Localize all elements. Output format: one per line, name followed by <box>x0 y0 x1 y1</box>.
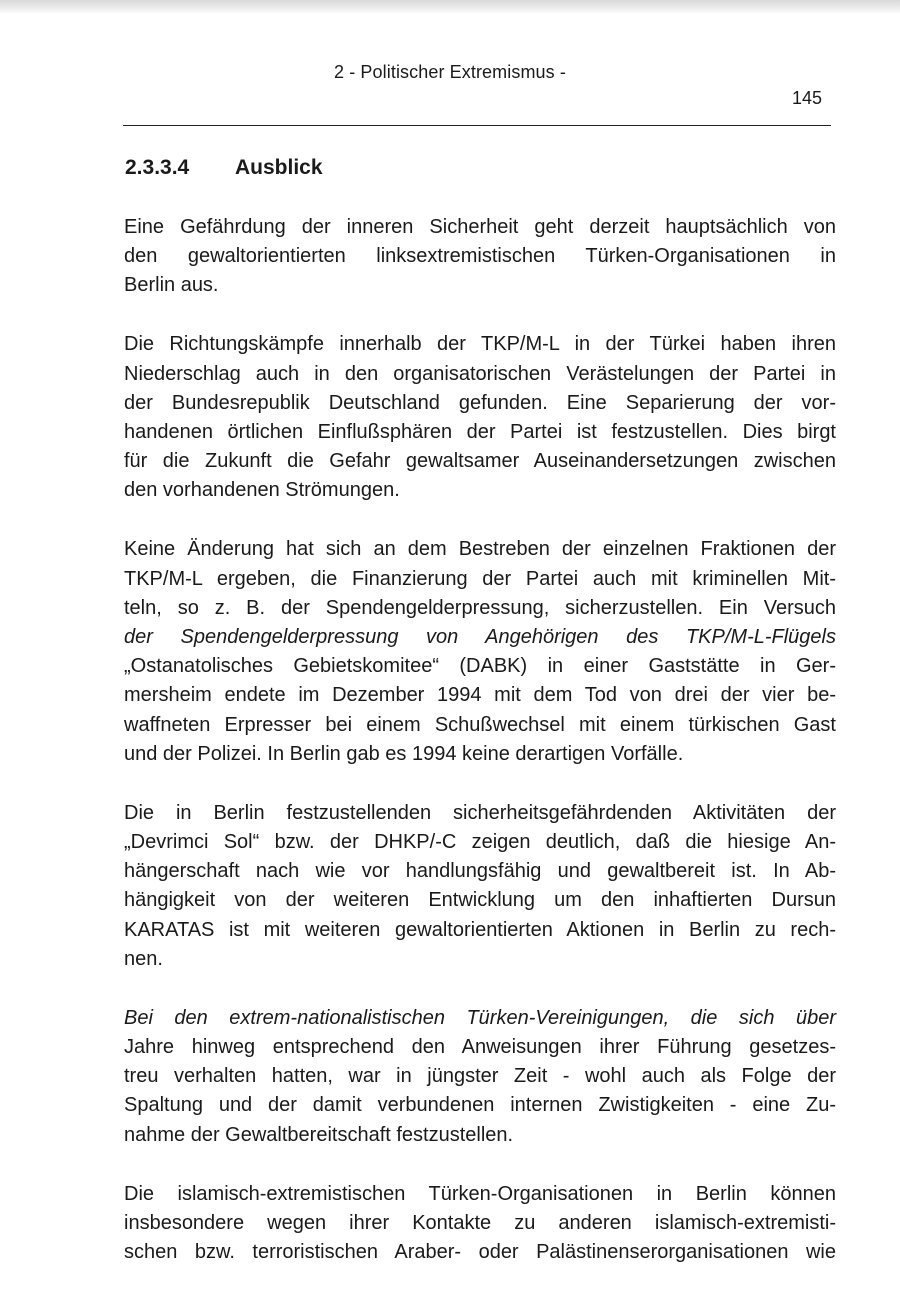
text-line: insbesondere wegen ihrer Kontakte zu anderen islamisch-extremisti- <box>124 1211 836 1234</box>
section-number: 2.3.3.4 <box>125 156 190 179</box>
section-heading <box>125 156 323 180</box>
text-line: Bei den extrem-nationalistischen Türken-Vereinigungen, die sich über <box>124 1006 836 1029</box>
text-line: Die islamisch-extremistischen Türken-Organisationen in Berlin können <box>124 1182 836 1205</box>
text-line: Jahre hinweg entsprechend den Anweisungen ihrer Führung gesetzes- <box>124 1036 836 1059</box>
body-text <box>124 213 836 1297</box>
text-line: Spaltung und der damit verbundenen internen Zwistigkeiten - eine Zu- <box>124 1094 836 1117</box>
text-line: handenen örtlichen Einflußsphären der Partei ist festzustellen. Dies birgt <box>124 421 836 444</box>
page-number: 145 <box>792 88 823 108</box>
paragraph-islamist <box>124 1180 836 1268</box>
text-line: den gewaltorientierten linksextremistischen Türken-Organisationen in <box>124 245 836 268</box>
text-line: Berlin aus. <box>124 274 219 297</box>
text-line: mersheim endete im Dezember 1994 mit dem Tod von drei der vier be- <box>124 684 836 707</box>
text-line: waffneten Erpresser bei einem Schußwechsel mit einem türkischen Gast <box>124 713 836 736</box>
text-line: Eine Gefährdung der inneren Sicherheit geht derzeit hauptsächlich von <box>124 216 836 238</box>
text-line: der Spendengelderpressung von Angehörigen des TKP/M-L-Flügels <box>124 626 836 649</box>
text-line: teln, so z. B. der Spendengelderpressung, sicherzustellen. Ein Versuch <box>124 596 836 619</box>
text-line: schen bzw. terroristischen Araber- oder Palästinenserorganisationen wie <box>124 1241 836 1264</box>
text-line: „Ostanatolisches Gebietskomitee“ (DABK) in einer Gaststätte in Ger- <box>124 655 836 678</box>
text-line: TKP/M-L ergeben, die Finanzierung der Partei auch mit kriminellen Mit- <box>124 567 836 590</box>
text-line: Keine Änderung hat sich an dem Bestreben der einzelnen Fraktionen der <box>124 538 836 561</box>
section-title: Ausblick <box>235 156 323 179</box>
paragraph-outlook-intro <box>124 213 836 301</box>
text-line: nahme der Gewaltbereitschaft festzustellen. <box>124 1123 514 1146</box>
text-line: hängerschaft nach wie vor handlungsfähig und gewaltbereit ist. In Ab- <box>124 860 836 883</box>
text-line: treu verhalten hatten, war in jüngster Zeit - wohl auch als Folge der <box>124 1065 836 1088</box>
scan-edge <box>0 0 900 14</box>
text-line: und der Polizei. In Berlin gab es 1994 keine derartigen Vorfälle. <box>124 742 684 765</box>
paragraph-tkp-factions <box>124 330 836 505</box>
text-line: Die in Berlin festzustellenden sicherheitsgefährdenden Aktivitäten der <box>124 801 836 824</box>
text-line: Niederschlag auch in den organisatorischen Verästelungen der Partei in <box>124 362 836 385</box>
text-line: hängigkeit von der weiteren Entwicklung um den inhaftierten Dursun <box>124 889 836 912</box>
paragraph-nationalist <box>124 1004 836 1150</box>
paragraph-devrimci-sol <box>124 799 836 974</box>
text-line: KARATAS ist mit weiteren gewaltorientierten Aktionen in Berlin zu rech- <box>124 918 836 941</box>
header-rule <box>123 125 831 126</box>
text-line: der Bundesrepublik Deutschland gefunden. Eine Separierung der vor- <box>124 391 836 414</box>
text-line: nen. <box>124 947 163 970</box>
text-line: Die Richtungskämpfe innerhalb der TKP/M-L in der Türkei haben ihren <box>124 333 836 356</box>
text-line: den vorhandenen Strömungen. <box>124 479 400 502</box>
paragraph-extortion <box>124 535 836 769</box>
text-line: für die Zukunft die Gefahr gewaltsamer Auseinandersetzungen zwischen <box>124 450 836 473</box>
text-line: „Devrimci Sol“ bzw. der DHKP/-C zeigen deutlich, daß die hiesige An- <box>124 831 836 854</box>
running-header: 2 - Politischer Extremismus - <box>334 62 566 82</box>
